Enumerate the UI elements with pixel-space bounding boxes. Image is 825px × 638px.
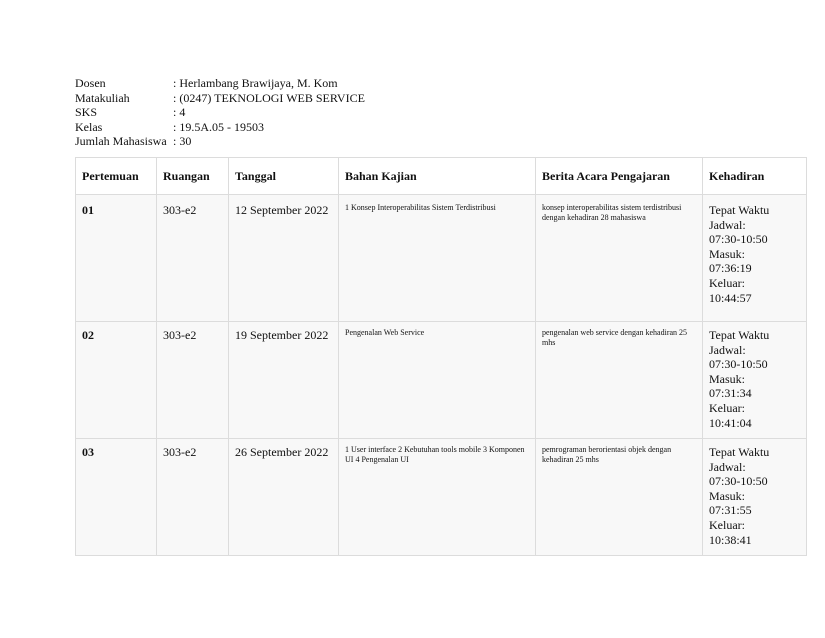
kehadiran-status: Tepat Waktu: [709, 445, 770, 459]
info-value: : (0247) TEKNOLOGI WEB SERVICE: [173, 90, 365, 105]
kehadiran-jadwal-label: Jadwal:: [709, 459, 746, 474]
kehadiran-masuk-label: Masuk:: [709, 246, 745, 261]
info-label: Jumlah Mahasiswa: [75, 134, 167, 148]
header-tanggal: Tanggal: [229, 158, 339, 195]
cell-tanggal: 26 September 2022: [229, 439, 339, 556]
info-row-kelas: [75, 120, 365, 135]
info-label: Matakuliah: [75, 90, 130, 105]
kehadiran-masuk-value: 07:31:55: [709, 503, 752, 518]
table-row: [76, 195, 807, 322]
info-value: : 19.5A.05 - 19503: [173, 119, 264, 134]
kehadiran-jadwal-value: 07:30-10:50: [709, 357, 768, 372]
cell-berita-acara: konsep interoperabilitas sistem terdistribusi dengan kehadiran 28 mahasiswa: [536, 195, 703, 322]
info-value: : 30: [173, 134, 192, 148]
info-row-jumlah-mahasiswa: [75, 134, 365, 149]
course-info: [75, 76, 365, 149]
info-value: : 4: [173, 105, 186, 119]
cell-tanggal: 12 September 2022: [229, 195, 339, 322]
cell-ruangan: 303-e2: [157, 195, 229, 322]
cell-pertemuan: 02: [76, 322, 157, 439]
info-row-sks: [75, 105, 365, 120]
kehadiran-masuk-label: Masuk:: [709, 488, 745, 503]
cell-bahan-kajian: 1 Konsep Interoperabilitas Sistem Terdistribusi: [339, 195, 536, 322]
kehadiran-masuk-value: 07:36:19: [709, 261, 752, 276]
cell-tanggal: 19 September 2022: [229, 322, 339, 439]
table-row: [76, 439, 807, 556]
table-header-row: [76, 158, 807, 195]
kehadiran-status: Tepat Waktu: [709, 203, 770, 217]
attendance-table: [75, 157, 807, 556]
cell-bahan-kajian: 1 User interface 2 Kebutuhan tools mobile 3 Komponen UI 4 Pengenalan UI: [339, 439, 536, 556]
cell-pertemuan: 01: [76, 195, 157, 322]
info-value: : Herlambang Brawijaya, M. Kom: [173, 76, 338, 90]
info-row-matakuliah: [75, 91, 365, 106]
cell-ruangan: 303-e2: [157, 322, 229, 439]
cell-kehadiran: [703, 439, 807, 556]
kehadiran-keluar-value: 10:41:04: [709, 415, 752, 430]
cell-ruangan: 303-e2: [157, 439, 229, 556]
kehadiran-keluar-label: Keluar:: [709, 275, 745, 290]
kehadiran-jadwal-label: Jadwal:: [709, 342, 746, 357]
kehadiran-masuk-value: 07:31:34: [709, 386, 752, 401]
cell-kehadiran: [703, 195, 807, 322]
header-berita-acara: Berita Acara Pengajaran: [536, 158, 703, 195]
cell-kehadiran: [703, 322, 807, 439]
header-pertemuan: Pertemuan: [76, 158, 157, 195]
kehadiran-keluar-value: 10:44:57: [709, 290, 752, 305]
kehadiran-status: Tepat Waktu: [709, 328, 770, 342]
cell-pertemuan: 03: [76, 439, 157, 556]
header-bahan-kajian: Bahan Kajian: [339, 158, 536, 195]
header-ruangan: Ruangan: [157, 158, 229, 195]
table-row: [76, 322, 807, 439]
info-label: Kelas: [75, 119, 103, 134]
kehadiran-masuk-label: Masuk:: [709, 371, 745, 386]
cell-berita-acara: pengenalan web service dengan kehadiran 25 mhs: [536, 322, 703, 439]
info-row-dosen: [75, 76, 365, 91]
kehadiran-jadwal-value: 07:30-10:50: [709, 474, 768, 489]
kehadiran-keluar-value: 10:38:41: [709, 532, 752, 547]
kehadiran-jadwal-value: 07:30-10:50: [709, 232, 768, 247]
header-kehadiran: Kehadiran: [703, 158, 807, 195]
kehadiran-jadwal-label: Jadwal:: [709, 217, 746, 232]
info-label: SKS: [75, 105, 98, 119]
cell-bahan-kajian: Pengenalan Web Service: [339, 322, 536, 439]
info-label: Dosen: [75, 76, 106, 90]
cell-berita-acara: pemrograman berorientasi objek dengan kehadiran 25 mhs: [536, 439, 703, 556]
kehadiran-keluar-label: Keluar:: [709, 400, 745, 415]
kehadiran-keluar-label: Keluar:: [709, 517, 745, 532]
